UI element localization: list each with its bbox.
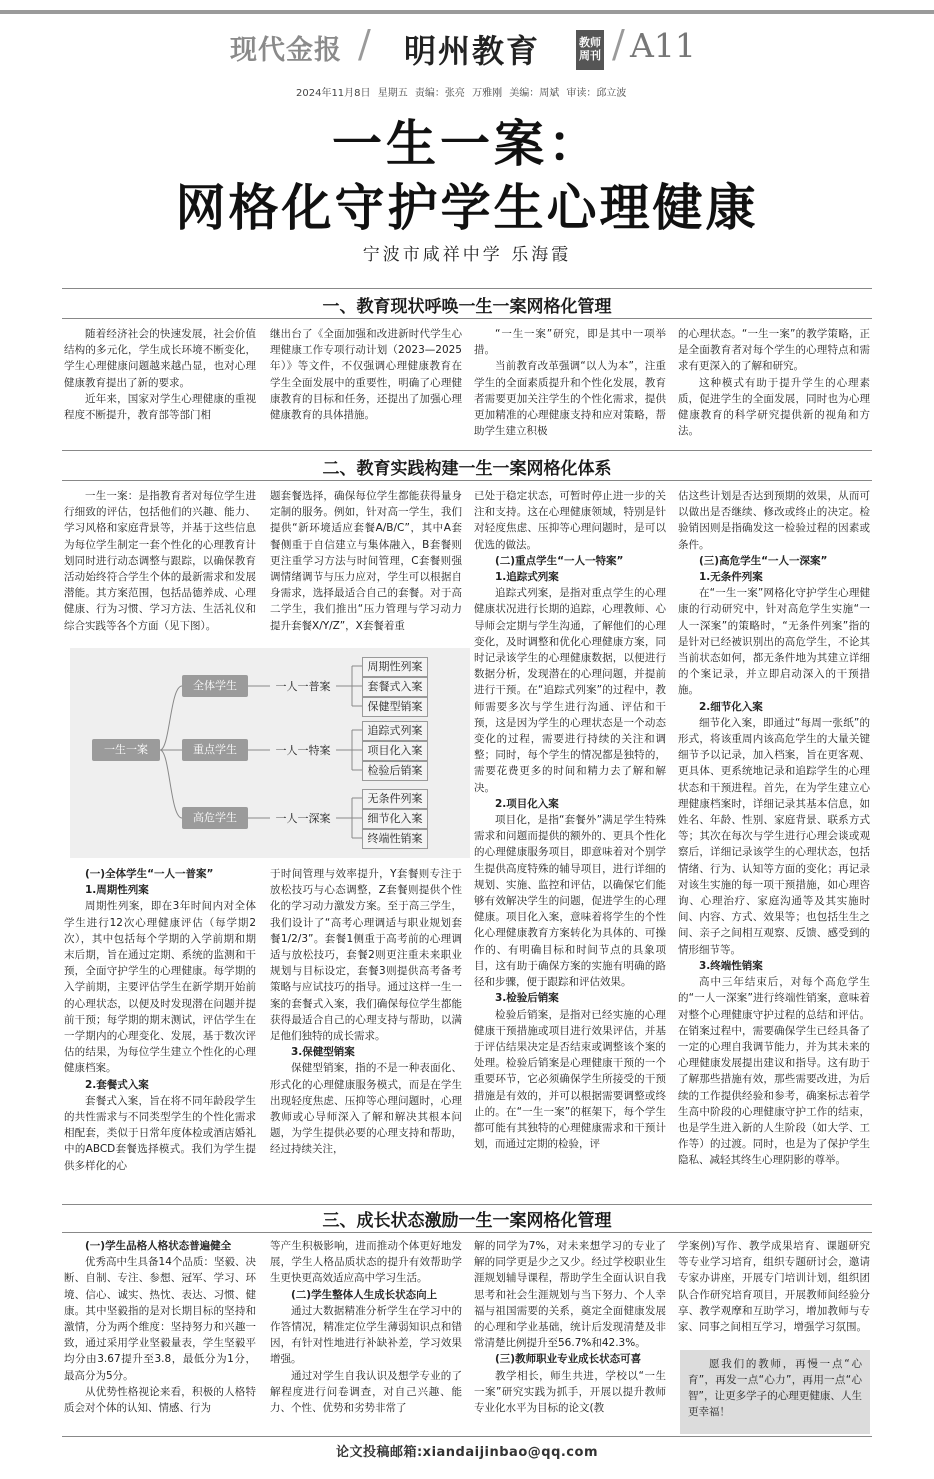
subheading: (三)高危学生“一人一深案” [699, 554, 828, 567]
s1-column-4 [678, 326, 870, 442]
section-name: 明州教育 [404, 32, 541, 70]
paragraph: 高中三年结束后，对每个高危学生的“一人一深案”进行终端性销案，意味着对整个心理健康守护过程的总结和评估。在销案过程中，需要确保学生已经具备了一定的心理自我调节能力，并为其未来的心理健康发展提出建议和指导。这有助于了解那些措施有效，那些需要改进，为后续的工作提供经验和参考，确案标志着学生高中阶段的心理健康守护工作的结束，也是学生进入新的人生阶段（如大学、工作等）的过渡。同时，也是为了保护学生隐私、减轻其终生心理阴影的尊举。 [678, 976, 870, 1167]
author-byline: 宁波市咸祥中学 乐海霞 [362, 245, 572, 265]
section-rule [62, 318, 872, 319]
paragraph: “一生一案”研究，即是其中一项举措。 [474, 328, 666, 357]
top-rule [0, 10, 934, 14]
diagram-branch-node: 重点学生 [182, 739, 248, 761]
subheading: (二)重点学生“一人一特案” [495, 554, 624, 567]
masthead [0, 22, 934, 78]
diagram-branch-node: 全体学生 [182, 675, 248, 697]
paragraph: 于时间管理与效率提升，Y套餐则专注于放松技巧与心态调整，Z套餐则提供个性化的学习动力激发方案。至于高三学生，我们设计了“高考心理调适与职业规划套餐1/2/3”。套餐1侧重于高考前的心理调适与放松技巧，套餐2则更注重未来职业规划与目标设定，套餐3则提供高考备考策略与应试技巧的指导。通过这样一生一案的套餐式入案，我们确保每位学生都能获得最适合自己的心理支持与帮助，以满足他们独特的成长需求。 [270, 868, 462, 1043]
paragraph: 教学相长，师生共进，学校以“一生一案”研究实践为抓手，开展以提升教师专业化水平为目标的论文(教 [474, 1369, 666, 1415]
section-rule [62, 288, 872, 289]
subheading: 3.检验后销案 [495, 992, 559, 1005]
footer-rule [62, 1436, 872, 1437]
s3-column-4 [678, 1238, 870, 1346]
paragraph: 从优势性格视论来看，积极的人格特质会对个体的认知、情感、行为 [64, 1385, 256, 1415]
diagram-branch-label: 一人一普案 [270, 678, 336, 694]
section-3-heading: 三、成长状态激励一生一案网格化管理 [322, 1211, 612, 1231]
paragraph: 随着经济社会的快速发展，社会价值结构的多元化，学生成长环境不断变化，学生心理健康问题越来越凸显，也对心理健康教育提出了新的要求。 [64, 328, 256, 389]
subheading: 2.项目化入案 [495, 797, 559, 810]
subheading: (三)教师职业专业成长状态可喜 [495, 1353, 642, 1366]
paragraph: 的心理状态。“一生一案”的教学策略，正是全面教育者对每个学生的心理特点和需求有更深入的了解和研究。 [678, 328, 870, 373]
s2-column-2 [270, 488, 462, 640]
s3-column-1 [64, 1238, 256, 1432]
paragraph: 细节化入案，即通过“每周一张纸”的形式，将该重周内该高危学生的大量关键细节予以记录，加入档案，旨在更客观、更具体、更系统地记录和追踪学生的心理状态和干预进程。首先，在为学生建立心理健康档案时，详细记录其基本信息，如姓名、年龄、性别、家庭背景、联系方式等；其次在每次与学生进行心理会谈或观察后，详细记录该学生的心理状态，包括情绪、行为、认知等方面的变化；再记录对该生实施的每一项干预措施，如心理咨询、心理治疗、家庭沟通等及其实施时间、内容、方式、效果等；也包括生生之间、亲子之间相互观察、反馈、感受到的情形细节等。 [678, 716, 870, 956]
s2-lower-column-2 [270, 866, 462, 1198]
submission-email: 论文投稿邮箱:xiandaijinbao@qq.com [335, 1445, 598, 1460]
s2-lower-column-1 [64, 866, 256, 1198]
section-2-heading: 二、教育实践构建一生一案网格化体系 [322, 459, 612, 479]
page-number: A11 [630, 26, 696, 65]
subheading: 2.细节化入案 [699, 700, 763, 713]
paragraph: 保健型销案，指的不是一种表面化、形式化的心理健康服务模式，而是在学生出现轻度焦虑、压抑等心理问题时，心理教师或心导师深入了解和解决其根本问题，为学生提供必要的心理支持和帮助，经过持续关注， [270, 1062, 462, 1156]
paragraph: 套餐式入案，旨在将不同年龄段学生的共性需求与不同类型学生的个性化需求相配套，类似于日常年度体检或酒店婚礼中的ABCD套餐选择模式。我们为学生提供多样化的心 [64, 1094, 256, 1172]
paragraph: 估这些计划是否达到预期的效果，从而可以做出是否继续、修改或终止的决定。检验销因则是指确发这一检验过程的因素或条件。 [678, 490, 870, 551]
paragraph: 通过大数据精准分析学生在学习中的作答情况，精准定位学生薄弱知识点和错因，有针对性地进行补缺补差，学习效果增强。 [270, 1304, 462, 1366]
paper-name: 现代金报 [230, 35, 342, 66]
s3-column-2 [270, 1238, 462, 1432]
subheading: 2.套餐式入案 [85, 1078, 149, 1091]
diagram-leaf: 项目化入案 [362, 741, 428, 761]
paragraph: 继出台了《全面加强和改进新时代学生心理健康工作专项行动计划（2023—2025年）》等文件，不仅强调心理健康教育在学生全面发展中的重要性，明确了心理健康教育的目标和任务，还提出了加强心理健康教育的具体措施。 [270, 328, 462, 422]
paragraph: 通过对学生自我认识及想学专业的了解程度进行问卷调查，对自己兴趣、能力、个性、优势和劣势非常了 [270, 1369, 462, 1415]
s2-column-4 [678, 488, 870, 1198]
section-rule [62, 1204, 872, 1205]
paragraph: 在“一生一案”网格化守护学生心理健康的行动研究中，针对高危学生实施“一人一深案”的策略时，“无条件列案”指的是针对已经被识别出的高危学生，不论其当前状态如何，都无条件地为其建立详细的个案记录，并立即启动深入的干预措施。 [678, 587, 870, 697]
diagram-leaf: 周期性列案 [362, 657, 428, 677]
section-rule [62, 450, 872, 451]
paragraph: 检验后销案，是指对已经实施的心理健康干预措施或项目进行效果评估，并基于评估结果决定是否结束或调整该个案的处理。检验后销案是心理健康干预的一个重要环节，它必须确保学生所接受的干预措施是有效的，并可以根据需要调整或终止的。在“一生一案”的框架下，每个学生都可能有其独特的心理健康需求和干预计划，而通过定期的检验，评 [474, 1008, 666, 1151]
s2-column-1 [64, 488, 256, 640]
diagram-leaf: 追踪式列案 [362, 721, 428, 741]
section-rule [62, 480, 872, 481]
s1-column-2 [270, 326, 462, 442]
paragraph: 已处于稳定状态，可暂时停止进一步的关注和支持。这在心理健康领域，特别是针对轻度焦虑、压抑等心理问题时，是可以优选的做法。 [474, 490, 666, 551]
diagram-root-node: 一生一案 [92, 739, 160, 761]
subheading: (一)学生品格人格状态普遍健全 [85, 1240, 232, 1252]
subheading: (二)学生整体人生成长状态向上 [291, 1288, 438, 1301]
subheading: 1.无条件列案 [699, 571, 763, 584]
subheading: 1.周期性列案 [85, 884, 149, 897]
paragraph: 周期性列案，即在3年时间内对全体学生进行12次心理健康评估（每学期2次），其中包括每个学期的入学前期和期末后期，旨在通过定期、系统的监测和干预，全面守护学生的心理健康。每学期的入学前期，主要评估学生在新学期开始前的心理状态，以便及时发现潜在问题并提前干预；每学期的期末测试，评估学生在一学期内的心理变化、发展，基于数次评估的结果，为每位学生建立个性化的心理健康档案。 [64, 900, 256, 1075]
masthead-divider: / [358, 22, 371, 66]
paragraph: 学案例)写作、教学成果培育、课题研究等专业学习培育，组织专题研讨会，邀请专家办讲座，开展专门培训计划，组织团队合作研究培育项目，开展教师间经验分享、教学观摩和互助学习，增加教师与专家、同事之间相互学习，增强学习氛围。 [678, 1240, 870, 1334]
paragraph: 近年来，国家对学生心理健康的重视程度不断提升，教育部等部门相 [64, 392, 256, 422]
paragraph: 等产生积极影响，进而推动个体更好地发展，学生人格品质状态的提升有效帮助学生更快更高效适应高中学习生活。 [270, 1240, 462, 1285]
weekly-badge-line2: 周刊 [579, 49, 601, 62]
paragraph: 追踪式列案，是指对重点学生的心理健康状况进行长期的追踪，心理教师、心导师会定期与学生沟通，了解他们的心理变化，及时调整和优化心理健康方案，同时记录该学生的心理健康数据，以便进行数据分析，发现潜在的心理问题，并提前进行干预。在“追踪式列案”的过程中，教师需要多次与学生进行沟通、评估和干预，这是因为学生的心理状态是一个动态变化的过程，需要进行持续的关注和调整；同时，每个学生的情况都是独特的，需要花费更多的时间和精力去了解和解决。 [474, 587, 666, 794]
diagram-branch-node: 高危学生 [182, 807, 248, 829]
headline-line2: 网格化守护学生心理健康 [175, 179, 759, 237]
paragraph: 当前教育改革强调“以人为本”，注重学生的全面素质提升和个性化发展，教育者需要更加关注学生的个性化需求，提供更加精准的心理健康支持和应对策略，帮助学生建立积极 [474, 360, 666, 438]
s1-column-1 [64, 326, 256, 442]
paragraph: 题套餐选择，确保每位学生都能获得量身定制的服务。例如，针对高一学生，我们提供“新环境适应套餐A/B/C”，其中A套餐侧重于自信建立与集体融入，B套餐则更注重学习方法与时间管理，C套餐则强调情绪调节与压力应对，学生可以根据自身需求，选择最适合自己的套餐。对于高二学生，我们推出“压力管理与学习动力提升套餐X/Y/Z”，X套餐着重 [270, 490, 462, 632]
subheading: 1.追踪式列案 [495, 571, 559, 584]
headline-line1: 一生一案： [332, 115, 602, 173]
paragraph: 解的同学为7%，对未来想学习的专业了解的同学更是少之又少。经过学校职业生涯规划辅导课程，帮助学生全面认识自我思考和社会生涯规划与当下努力、个人幸福与祖国需要的关系，奠定全面健康发展的心理和学业基础，统计后发现清楚及非常清楚比例提升至56.7%和42.3%。 [474, 1240, 666, 1350]
s2-column-3 [474, 488, 666, 1198]
subheading: 3.终端性销案 [699, 959, 763, 972]
diagram-leaf: 检验后销案 [362, 761, 428, 781]
diagram-leaf: 无条件列案 [362, 789, 428, 809]
paragraph: 这种模式有助于提升学生的心理素质，促进学生的全面发展，同时也为心理健康教育的科学研究提供新的视角和方法。 [678, 376, 870, 438]
diagram-leaf: 套餐式入案 [362, 677, 428, 697]
section-1-heading: 一、教育现状呼唤一生一案网格化管理 [322, 297, 612, 317]
diagram-leaf: 细节化入案 [362, 809, 428, 829]
issue-info: 2024年11月8日 星期五 责编：张亮 万雅刚 美编：周斌 审读：邱立波 [296, 88, 627, 99]
paragraph: 项目化，是指“套餐外”满足学生特殊需求和问题而提供的额外的、更具个性化的心理健康服务项目，即意味着对个别学生提供高度特殊的辅导项目，进行详细的规划、实施、监控和评估，以确保它们能够有效解决学生的问题，促进学生的心理健康。项目化入案，意味着将学生的个性化心理健康教育方案转化为具体的、可操作的、有明确目标和时间节点的具象项目，这有助于确保方案的实施有明确的路径和步骤，便于跟踪和评估效果。 [474, 814, 666, 989]
paragraph: 一生一案：是指教育者对每位学生进行细致的评估，包括他们的兴趣、能力、学习风格和家庭背景等，并基于这些信息为每位学生制定一套个性化的心理教育计划同时进行动态调整与跟踪，以确保教育活动始终符合学生个体的最新需求和发展潜能。其方案范围，包括品德养成、心理健康、行为习惯、学习方法、生活礼仪和综合实践等各个方面（见下图）。 [64, 490, 256, 632]
diagram-leaf: 保健型销案 [362, 697, 428, 717]
weekly-badge-line1: 教师 [579, 36, 601, 49]
closing-note-box: 愿我们的教师，再慢一点“心育”，再发一点“心力”，再用一点“心智”，让更多学子的心理更健康、人生更幸福！ [680, 1350, 870, 1434]
diagram-branch-label: 一人一特案 [270, 742, 336, 758]
diagram-branch-label: 一人一深案 [270, 810, 336, 826]
subheading: 3.保健型销案 [291, 1046, 355, 1059]
s1-column-3 [474, 326, 666, 442]
diagram-leaf: 终端性销案 [362, 829, 428, 849]
weekly-badge [576, 30, 604, 70]
paragraph: 优秀高中生具备14个品质：坚毅、决断、自制、专注、参想、冠军、学习、环境、信心、诚实、热忱、表达、习惯、健康。其中坚毅指的是对长期目标的坚持和激情，分为两个维度：坚持努力和兴趣一致，通过采用学业坚毅量表，学生坚毅平均分由3.67提升至3.8，最低分为1分，最高分为5分。 [64, 1256, 256, 1382]
masthead-divider-2: / [612, 22, 625, 66]
s3-column-3 [474, 1238, 666, 1432]
case-structure-diagram [70, 648, 470, 858]
section-rule [62, 1232, 872, 1233]
subheading: (一)全体学生“一人一普案” [85, 868, 214, 880]
